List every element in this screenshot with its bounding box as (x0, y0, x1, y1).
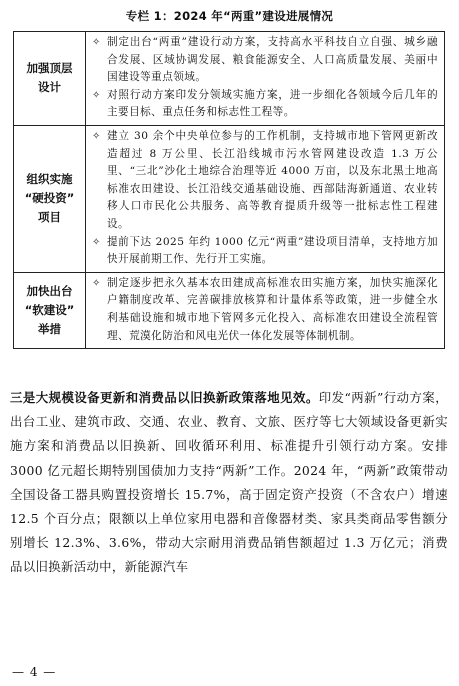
category-line: 加快出台 (26, 283, 73, 298)
row-items (86, 32, 445, 126)
category-line: 组织实施 (26, 172, 73, 187)
page-number: — 4 — (12, 665, 57, 679)
diamond-bullet-icon: ✧ (92, 89, 101, 101)
box-title: 专栏 1：2024 年“两重”建设进展情况 (125, 9, 334, 23)
list-item (92, 234, 438, 269)
list-item (92, 34, 438, 87)
category-line: “硬投资” (24, 191, 75, 206)
progress-table (13, 31, 445, 349)
diamond-bullet-icon: ✧ (92, 37, 101, 48)
category-line: “软建设” (24, 302, 75, 317)
list-item (92, 128, 438, 234)
body-paragraph (10, 386, 448, 580)
diamond-bullet-icon: ✧ (92, 130, 101, 142)
row-items (86, 272, 445, 348)
row-category (14, 32, 86, 126)
diamond-bullet-icon: ✧ (92, 236, 101, 248)
row-category (14, 125, 86, 272)
paragraph-body: 印发“两新”行动方案，出台工业、建筑市政、交通、农业、教育、文旅、医疗等七大领域设备更新实施方案和消费品以旧换新、回收循环利用、标准提升引领行动方案。安排 3000 亿元超长期特别国债加力支持“两新”工作。2024 年，“两新”政策带动全国设备工器具购置投资增长 15.7%，高于固定资产投资（不含农户）增速 12.5 个百分点；限额以上单位家用电器和音像器材类、家具类商品零售额分别增长 12.3%、3.6%，带动大宗耐用消费品销售额超过 1.3 万亿元；消费品以旧换新活动中，新能源汽车 (10, 390, 448, 575)
item-text: 建立 30 余个中央单位参与的工作机制，支持城市地下管网更新改造超过 8 万公里、长江沿线城市污水管网建设改造 1.3 万公里、“三北”沙化土地综合治理等近 4000 万亩，以及东北黑土地高标准农田建设、长江沿线交通基础设施、西部陆海新通道、农业转移人口市民化公共服务、高等教育提质升级等一批标志性工程建设。 (107, 129, 438, 230)
diamond-bullet-icon: ✧ (92, 277, 101, 289)
row-items (86, 125, 445, 272)
table-row (14, 272, 445, 348)
item-text: 提前下达 2025 年约 1000 亿元“两重”建设项目清单，支持地方加快开展前期工作、先行开工实施。 (107, 235, 438, 266)
item-text: 对照行动方案印发分领域实施方案，进一步细化各领域今后几年的主要目标、重点任务和标志性工程等。 (107, 88, 438, 119)
row-category (14, 272, 86, 348)
table-row (14, 125, 445, 272)
item-text: 制定逐步把永久基本农田建成高标准农田实施方案，加快实施深化户籍制度改革、完善碳排放核算和计量体系等政策，进一步健全水利基础设施和城市地下管网多元化投入、高标准农田建设全流程管理、荒漠化防治和风电光伏一体化发展等体制机制。 (107, 276, 438, 342)
list-item (92, 275, 438, 345)
category-line: 项目 (38, 210, 61, 225)
item-text: 制定出台“两重”建设行动方案，支持高水平科技自立自强、城乡融合发展、区域协调发展、粮食能源安全、人口高质量发展、美丽中国建设等重点领域。 (107, 36, 438, 84)
category-line: 设计 (38, 80, 61, 95)
category-line: 加强顶层 (26, 61, 73, 76)
category-line: 举措 (38, 321, 61, 336)
paragraph-lead: 三是大规模设备更新和消费品以旧换新政策落地见效。 (10, 390, 319, 405)
table-row (14, 32, 445, 126)
list-item (92, 87, 438, 122)
